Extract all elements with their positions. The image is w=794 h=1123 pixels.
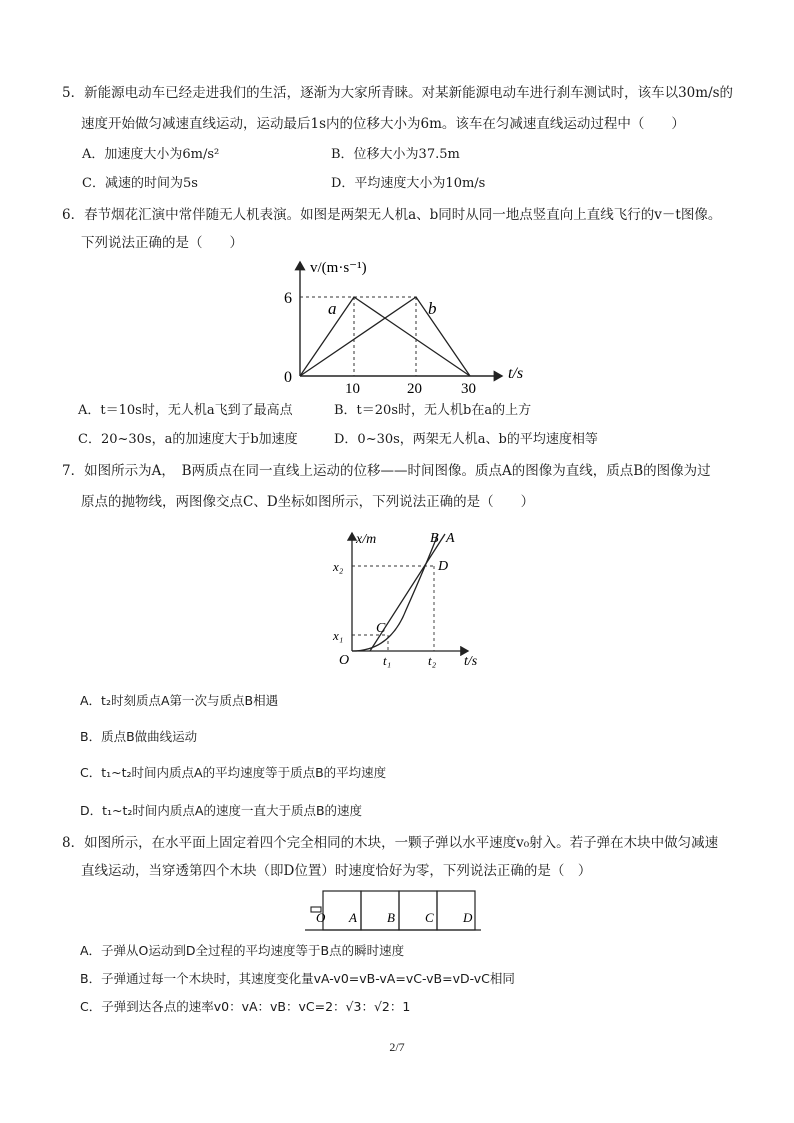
q6-label-a: a [328,299,337,318]
q6-option-c: C．20~30s，a的加速度大于b加速度 [78,432,298,447]
q7-option-a: A．t₂时刻质点A第一次与质点B相遇 [80,693,279,708]
q7-stem-line2: 原点的抛物线，两图像交点C、D坐标如图所示，下列说法正确的是（ ） [81,494,535,510]
q6-y-axis-label: v/(m·s⁻¹) [310,260,367,276]
q7-point-d: D [438,559,449,574]
q6-x-axis-label: t/s [508,365,524,382]
q6-x-tick-10: 10 [345,381,360,397]
q7-x-axis-label: t/s [464,654,478,669]
q7-x1-label: x₁ [333,628,344,643]
q7-t1-label: t₁ [383,653,392,668]
q5-stem-line1: 5．新能源电动车已经走进我们的生活，逐渐为大家所青睐。对某新能源电动车进行刹车测试时，该车以30m/s的 [62,85,734,101]
q6-option-d: D．0~30s，两架无人机a、b的平均速度相等 [334,432,598,447]
q8-label-b: B [387,910,395,925]
q6-label-b: b [428,299,437,318]
q8-option-b: B．子弹通过每一个木块时，其速度变化量vA-v0=vB-vA=vC-vB=vD-vC相同 [80,971,515,986]
q5-stem-line2: 速度开始做匀减速直线运动，运动最后1s内的位移大小为6m。该车在匀减速直线运动过程中（ ） [81,116,685,132]
q5-option-d: D．平均速度大小为10m/s [331,176,486,191]
q6-stem-line2: 下列说法正确的是（ ） [81,235,243,251]
q8-label-d: D [463,910,473,925]
q5-option-b: B．位移大小为37.5m [331,147,460,162]
q7-xt-graph [330,525,490,673]
q6-option-b: B．t＝20s时，无人机b在a的上方 [334,403,532,418]
page-number: 2/7 [389,1040,405,1054]
q6-vt-graph [270,252,540,398]
q7-option-b: B．质点B做曲线运动 [80,729,198,744]
q6-line-a [300,297,470,376]
q6-y-tick-6: 6 [284,290,292,307]
q7-y-axis-label: x/m [356,532,377,547]
q7-t2-label: t₂ [428,653,437,668]
q7-point-c: C [376,621,386,636]
q6-line-b [300,297,470,376]
q5-option-a: A．加速度大小为6m/s² [82,147,220,162]
q7-option-c: C．t₁~t₂时间内质点A的平均速度等于质点B的平均速度 [80,765,387,780]
q6-option-a: A．t＝10s时，无人机a飞到了最高点 [78,403,293,418]
q7-option-d: D．t₁~t₂时间内质点A的速度一直大于质点B的速度 [80,803,363,818]
q8-label-o: O [316,910,326,925]
q8-stem-line1: 8．如图所示，在水平面上固定着四个完全相同的木块，一颗子弹以水平速度v₀射入。若子弹在木块中做匀减速 [62,835,719,851]
q7-label-a: A [446,531,455,546]
q8-option-a: A．子弹从O运动到D全过程的平均速度等于B点的瞬时速度 [80,943,405,958]
q6-origin: 0 [284,369,292,386]
q7-origin: O [339,653,350,668]
q7-curve-b [352,534,438,651]
q6-x-tick-30: 30 [461,381,476,397]
q8-stem-line2: 直线运动，当穿透第四个木块（即D位置）时速度恰好为零，下列说法正确的是（ ） [81,863,592,879]
q8-label-a: A [349,910,357,925]
q7-x2-label: x₂ [333,559,344,574]
q7-label-b: B [430,531,439,546]
q7-stem-line1: 7．如图所示为A， B两质点在同一直线上运动的位移——时间图像。质点A的图像为直线，质点B的图像为过 [62,463,711,479]
q5-option-c: C．减速的时间为5s [82,176,198,191]
q8-blocks-figure [305,885,485,935]
q6-x-tick-20: 20 [407,381,422,397]
q8-label-c: C [425,910,434,925]
q6-stem-line1: 6．春节烟花汇演中常伴随无人机表演。如图是两架无人机a、b同时从同一地点竖直向上直线飞行的v－t图像。 [62,207,722,223]
q8-option-c: C．子弹到达各点的速率v0：vA：vB：vC=2：√3：√2：1 [80,999,411,1014]
